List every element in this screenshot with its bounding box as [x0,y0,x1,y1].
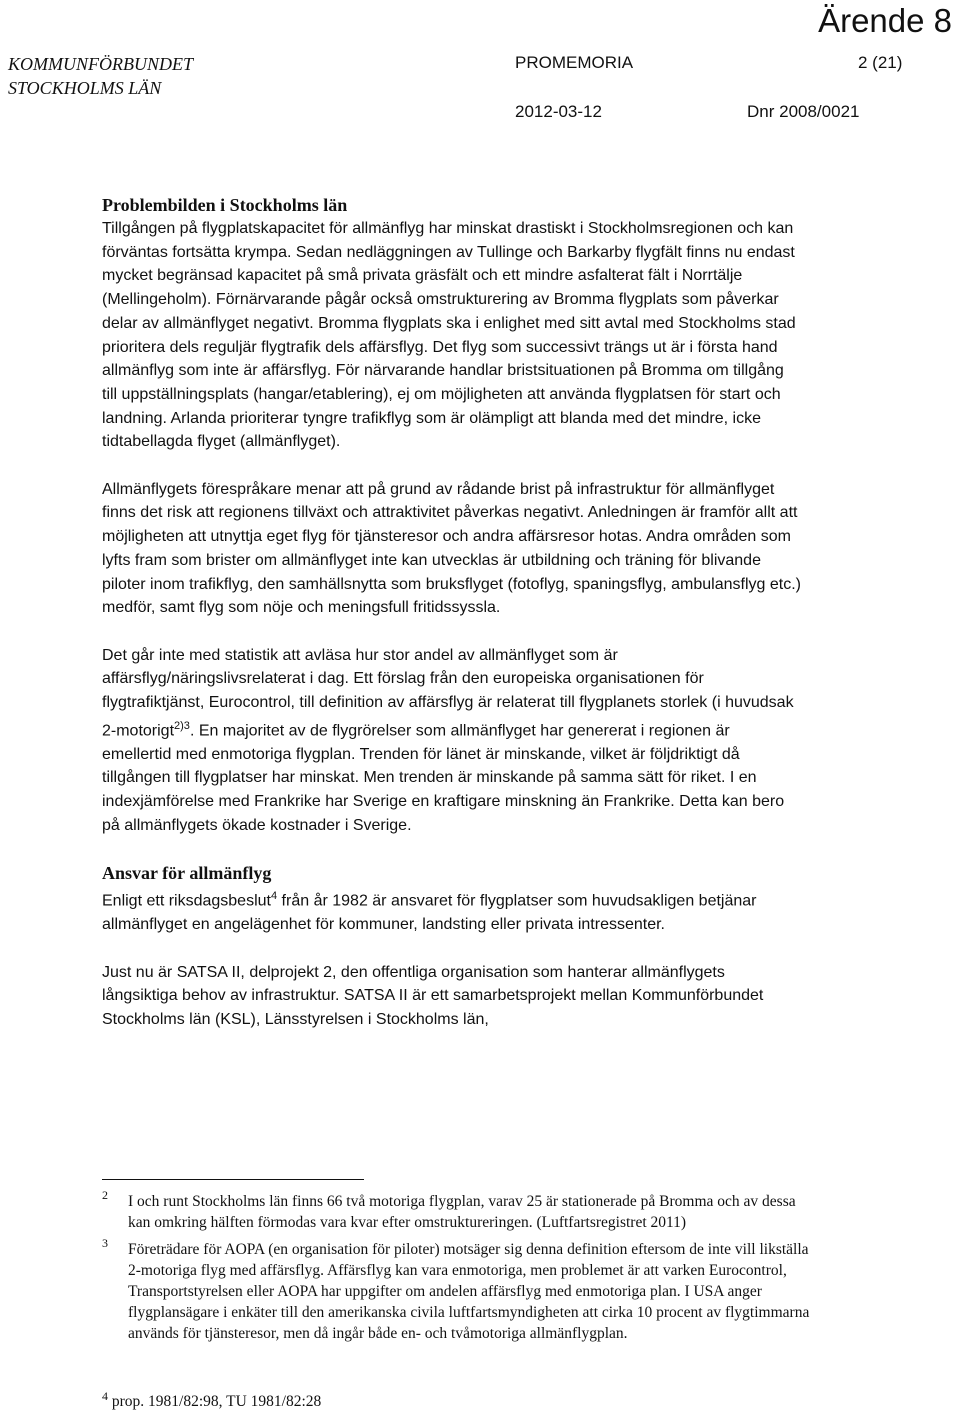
document-body [102,193,802,1032]
footnote-4-text: prop. 1981/82:98, TU 1981/82:28 [111,1393,322,1410]
org-line-2: STOCKHOLMS LÄN [8,78,162,98]
paragraph-4-text-a: Enligt ett riksdagsbeslut [102,892,271,910]
footnote-ref-4[interactable]: 4 [270,890,278,903]
footnote-2 [102,1188,812,1233]
diary-number: Dnr 2008/0021 [747,102,860,121]
document-date: 2012-03-12 [515,102,602,121]
arende-label: Ärende 8 [818,2,952,39]
footnote-3-text: Företrädare för AOPA (en organisation för piloter) motsäger sig denna definition eftersom de inte vill likställa 2-motoriga flyg med affärsflyg. Affärsflyg kan vara enmotoriga, men problemet är att varken Eurocontrol, Transportstyrelsen eller AOPA har uppgifter om andelen affärsflyg med enmotoriga plan. I USA anger flygplansägare i enkäter till den amerikanska civila luftfartsmyndigheten att cirka 10 procent av flygtimmarna används för tjänsteresor, men då ingår både en- och tvåmotoriga allmänflygplan. [128,1241,810,1342]
paragraph-1: Tillgången på flygplatskapacitet för allmänflyg har minskat drastiskt i Stockholmsregionen och kan förväntas fortsätta krympa. Sedan nedläggningen av Tullinge och Barkarby flygfält finns nu endast mycket begränsad kapacitet på små privata gräsfält och ett mindre asfalterat fält i Norrtälje (Mellingeholm). Förnärvarande pågår också omstrukturering av Bromma flygplats som påverkar delar av allmänflyget negativt. Bromma flygplats ska i enlighet med sitt avtal med Stockholms stad prioritera dels reguljär flygtrafik dels affärsflyg. Det flyg som successivt trängs ut är i första hand allmänflyg som inte är affärsflyg. För närvarande handlar bristsituationen på Bromma om tillgång till uppställningsplats (hangar/etablering), ej om möjligheten att använda flygplatsen för start och landning. Arlanda prioriterar tyngre trafikflyg som är olämpligt att blanda med det mindre, icke tidtabellagda flyget (allmänflyget). [102,220,796,451]
paragraph-3-text-b: . En majoritet av de flygrörelser som allmänflyget har genererat i regionen är emellertid med enmotoriga flygplan. Trenden för länet är minskande, vilket är följdriktigt då tillgången till flygplatser har minskat. Men trenden är minskande på samma sätt för riket. I en indexjämförelse med Frankrike har Sverige en kraftigare minskning än Frankrike. Detta kan bero på allmänflygets ökade kostnader i Sverige. [102,722,785,834]
paragraph-2: Allmänflygets förespråkare menar att på grund av rådande brist på infrastruktur för allmänflyget finns det risk att regionens tillväxt och attraktivitet påverkas negativt. Anledningen är framför allt att möjligheten att utnyttja eget flyg för tjänsteresor och andra affärsresor hotas. Andra områden som lyfts fram som brister om allmänflyget inte kan utvecklas är utbildning och träning för blivande piloter inom trafikflyg, den samhällsnytta som bruksflyget (fotoflyg, spaningsflyg, ambulansflyg etc.) medför, samt flyg som nöje och meningsfull fritidssyssla. [102,480,801,617]
paragraph-3-text-a: Det går inte med statistik att avläsa hur stor andel av allmänflyget som är affärsflyg/näringslivsrelaterat i dag. Ett förslag från den europeiska organisationen för flygtrafiktjänst, Eurocontrol, till definition av affärsflyg är relaterat till flygplanets storlek (i huvudsak 2-motorigt [102,646,794,740]
footnote-2-number: 2 [102,1188,108,1202]
footnotes [102,1188,812,1350]
org-line-1: KOMMUNFÖRBUNDET [8,54,193,74]
paragraph-4-text-b: från år 1982 är ansvaret för flygplatser som huvudsakligen betjänar allmänflyget en angelägenhet för kommuner, landsting eller privata intressenter. [102,892,757,934]
section-heading-problembilden: Problembilden i Stockholms län [102,195,348,215]
footnote-divider [102,1179,364,1180]
paragraph-4 [102,885,802,937]
paragraph-3 [102,644,802,838]
paragraph-5: Just nu är SATSA II, delprojekt 2, den offentliga organisation som hanterar allmänflygets långsiktiga behov av infrastruktur. SATSA II är ett samarbetsprojekt mellan Kommunförbundet Stockholms län (KSL), Länsstyrelsen i Stockholms län, [102,963,764,1029]
footnote-ref-2-3[interactable]: 2)3 [174,719,190,732]
document-type: PROMEMORIA [515,53,634,72]
footnote-4-number: 4 [102,1389,108,1403]
section-heading-ansvar: Ansvar för allmänflyg [102,863,272,884]
footnote-4 [102,1389,322,1411]
organization-name [8,52,193,100]
footnote-2-text: I och runt Stockholms län finns 66 två motoriga flygplan, varav 25 är stationerade på Bromma och av dessa kan omkring hälften förmodas vara kvar efter omstruktureringen. (Luftfartsregistret 2011) [128,1193,796,1231]
page-number: 2 (21) [858,53,903,72]
footnote-3 [102,1236,812,1344]
footnote-3-number: 3 [102,1236,108,1250]
